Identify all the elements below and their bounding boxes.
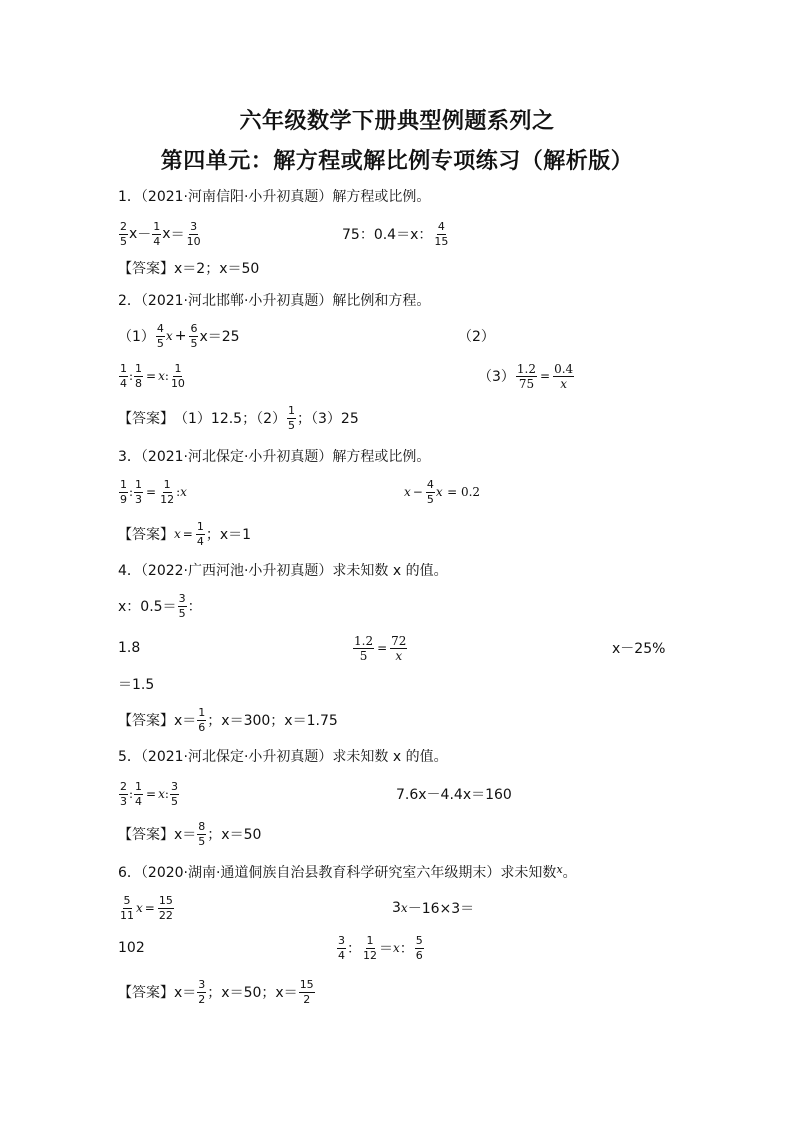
answer-text: x＝2；x＝50 [174, 261, 260, 277]
fraction: $\frac{1}{3}$ [135, 477, 143, 506]
fraction: $\frac{15}{22}$ [158, 893, 173, 922]
q1-equation-2: 75：0.4＝x： $\frac{4}{15}$ [342, 219, 449, 248]
fraction: $\frac{4}{5}$ [426, 477, 434, 506]
q5-equation-1: $\frac{2}{3}$ : $\frac{1}{4}$ = x : $\frac{3}{5}$ [120, 779, 178, 808]
fraction: $\frac{0.4}{x}$ [554, 361, 574, 391]
fraction: $\frac{5}{6}$ [415, 933, 423, 962]
q4-line-2-start: 1.8 [118, 640, 141, 656]
q1-equation-1: $\frac{2}{5}$ x － $\frac{1}{4}$ x ＝ $\frac{3}{10}$ [120, 219, 201, 248]
fraction: $\frac{1}{8}$ [135, 361, 143, 390]
q6-line-3: 102 [118, 940, 145, 956]
q5-answer: 【答案】 x＝ $\frac{8}{5}$ ；x＝50 [118, 819, 262, 848]
fraction: $\frac{6}{5}$ [190, 321, 198, 350]
fraction: $\frac{3}{4}$ [338, 933, 345, 962]
q4-line-3: ＝1.5 [118, 677, 155, 693]
fraction: $\frac{3}{5}$ [170, 779, 178, 808]
fraction: $\frac{2}{5}$ [120, 219, 127, 248]
fraction: $\frac{1}{4}$ [120, 361, 127, 390]
q6-equation-1: $\frac{5}{11}$ x = $\frac{15}{22}$ [120, 893, 173, 922]
q3-heading: 3．（2021·河北保定·小升初真题）解方程或比例。 [118, 449, 431, 465]
answer-tag: 【答案】 [118, 713, 174, 729]
q4-heading: 4．（2022·广西河池·小升初真题）求未知数 x 的值。 [118, 563, 448, 579]
q6-answer: 【答案】 x＝ $\frac{3}{2}$ ；x＝50；x＝ $\frac{15}{2}$ [118, 977, 314, 1006]
q2-equation-3: （3） $\frac{1.2}{75}$ = $\frac{0.4}{x}$ [478, 361, 574, 391]
q2-answer: 【答案】 （1）12.5；（2） $\frac{1}{5}$ ；（3）25 [118, 403, 359, 432]
fraction: $\frac{4}{15}$ [434, 219, 449, 248]
q6-equation-2: 3 x －16×3＝ [392, 900, 475, 917]
q3-equation-1: $\frac{1}{9}$ : $\frac{1}{3}$ = $\frac{1}{12}$ : x [120, 477, 187, 506]
q3-equation-2: x − $\frac{4}{5}$ x = 0.2 [404, 477, 481, 506]
q3-answer: 【答案】 x = $\frac{1}{4}$ ；x＝1 [118, 519, 252, 548]
q2-equation-2: $\frac{1}{4}$ : $\frac{1}{8}$ = x : $\frac{1}{10}$ [120, 361, 185, 390]
q4-equation-2: $\frac{1.2}{5}$ = $\frac{72}{x}$ [354, 633, 407, 663]
q2-heading: 2．（2021·河北邯郸·小升初真题）解比例和方程。 [118, 293, 431, 309]
q1-heading: 1．（2021·河南信阳·小升初真题）解方程或比例。 [118, 189, 431, 205]
answer-tag: 【答案】 [118, 985, 174, 1001]
fraction: $\frac{72}{x}$ [391, 633, 407, 663]
fraction: $\frac{3}{5}$ [178, 591, 186, 620]
fraction: $\frac{1}{9}$ [120, 477, 127, 506]
fraction: $\frac{3}{10}$ [186, 219, 201, 248]
fraction: $\frac{1}{4}$ [135, 779, 143, 808]
fraction: $\frac{4}{5}$ [156, 321, 164, 350]
fraction: $\frac{1}{4}$ [153, 219, 161, 248]
fraction: $\frac{2}{3}$ [120, 779, 127, 808]
fraction: $\frac{8}{5}$ [198, 819, 206, 848]
q4-equation-1: x：0.5＝ $\frac{3}{5}$ ： [118, 591, 202, 620]
fraction: $\frac{1}{4}$ [196, 519, 204, 548]
q6-heading: 6．（2020·湖南·通道侗族自治县教育科学研究室六年级期末）求未知数 x 。 [118, 862, 577, 881]
q4-equation-3: x－25% [612, 641, 666, 657]
fraction: $\frac{1}{12}$ [363, 933, 377, 962]
fraction: $\frac{1}{12}$ [160, 477, 175, 506]
q5-equation-2: 7.6x－4.4x＝160 [396, 787, 512, 803]
answer-tag: 【答案】 [118, 827, 174, 843]
fraction: $\frac{15}{2}$ [299, 977, 314, 1006]
fraction: $\frac{5}{11}$ [120, 893, 134, 922]
fraction: $\frac{1}{10}$ [170, 361, 185, 390]
q2-equation-1: （1） $\frac{4}{5}$ x + $\frac{6}{5}$ x＝25 [118, 321, 240, 350]
q4-answer: 【答案】 x＝ $\frac{1}{6}$ ；x＝300；x＝1.75 [118, 705, 338, 734]
fraction: $\frac{1}{5}$ [288, 403, 295, 432]
title-line-1: 六年级数学下册典型例题系列之 [239, 109, 555, 134]
title-line-2: 第四单元：解方程或解比例专项练习（解析版） [160, 149, 634, 174]
fraction: $\frac{1}{6}$ [198, 705, 206, 734]
fraction: $\frac{1.2}{75}$ [516, 361, 537, 391]
q6-equation-3: $\frac{3}{4}$ ： $\frac{1}{12}$ ＝ x ： $\frac{5}{6}$ [338, 933, 423, 962]
answer-tag: 【答案】 [118, 527, 174, 543]
fraction: $\frac{1.2}{5}$ [354, 633, 374, 663]
q5-heading: 5．（2021·河北保定·小升初真题）求未知数 x 的值。 [118, 749, 448, 765]
answer-tag: 【答案】 [118, 261, 174, 277]
fraction: $\frac{3}{2}$ [198, 977, 206, 1006]
q2-label-2: （2） [458, 329, 495, 345]
answer-tag: 【答案】 [118, 411, 174, 427]
